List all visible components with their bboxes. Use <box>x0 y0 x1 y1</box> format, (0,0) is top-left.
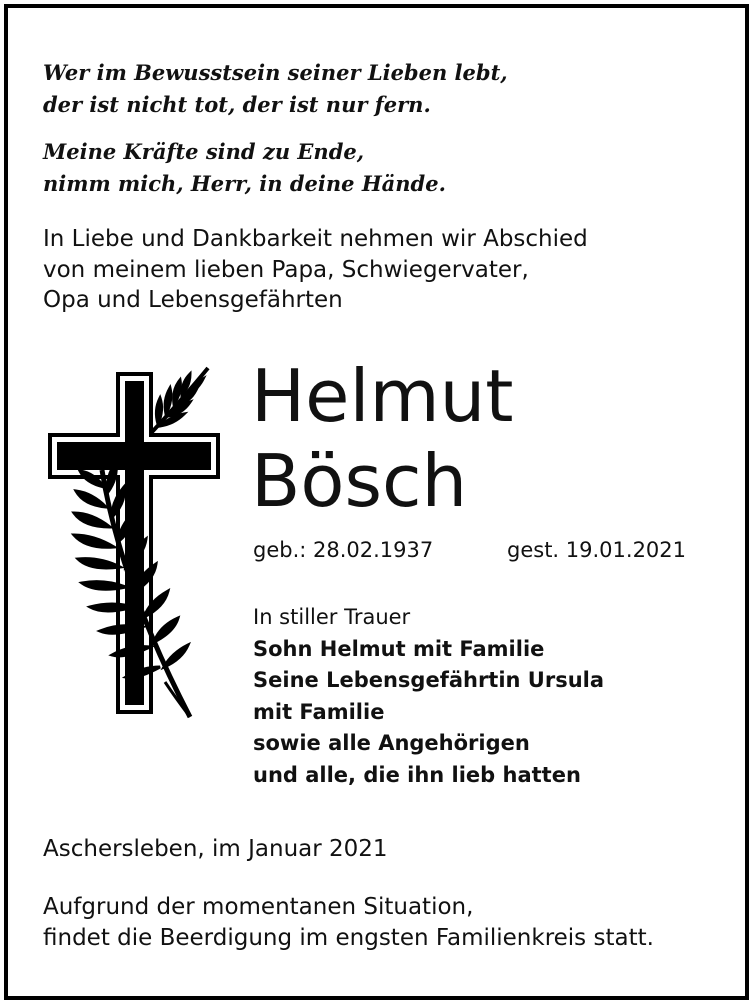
verse-one-line-2: der ist nicht tot, der ist nur fern. <box>43 92 431 117</box>
farewell-intro-line-1: In Liebe und Dankbarkeit nehmen wir Abschied <box>43 226 588 252</box>
farewell-intro <box>43 224 588 316</box>
verse-one <box>43 57 508 121</box>
mourner-line: Sohn Helmut mit Familie <box>253 636 545 661</box>
farewell-intro-line-2: von meinem lieben Papa, Schwiegervater, <box>43 256 529 283</box>
verse-two-line-1: Meine Kräfte sind zu Ende, <box>43 139 365 164</box>
farewell-intro-line-3: Opa und Lebensgefährten <box>43 287 343 313</box>
mourners-heading: In stiller Trauer <box>253 605 411 629</box>
mourners-list <box>253 602 604 791</box>
verse-two <box>43 136 446 200</box>
cross-with-palm-frond-icon <box>40 362 230 722</box>
funeral-notice-line-2: findet die Beerdigung im engsten Familienkreis statt. <box>43 924 654 951</box>
mourner-line: Seine Lebensgefährtin Ursula <box>253 668 605 692</box>
mourner-line: mit Familie <box>253 699 385 724</box>
verse-one-line-1: Wer im Bewusstsein seiner Lieben lebt, <box>43 60 508 85</box>
funeral-notice <box>43 892 654 953</box>
place-and-date: Aschersleben, im Januar 2021 <box>43 836 388 862</box>
deceased-first-name: Helmut <box>251 354 514 438</box>
birth-date: geb.: 28.02.1937 <box>253 538 434 562</box>
verse-two-line-2: nimm mich, Herr, in deine Hände. <box>43 171 446 196</box>
death-date: gest. 19.01.2021 <box>507 538 687 562</box>
mourner-line: und alle, die ihn lieb hatten <box>253 762 581 787</box>
funeral-notice-line-1: Aufgrund der momentanen Situation, <box>43 894 474 920</box>
deceased-last-name: Bösch <box>251 439 468 523</box>
mourner-line: sowie alle Angehörigen <box>253 731 530 755</box>
